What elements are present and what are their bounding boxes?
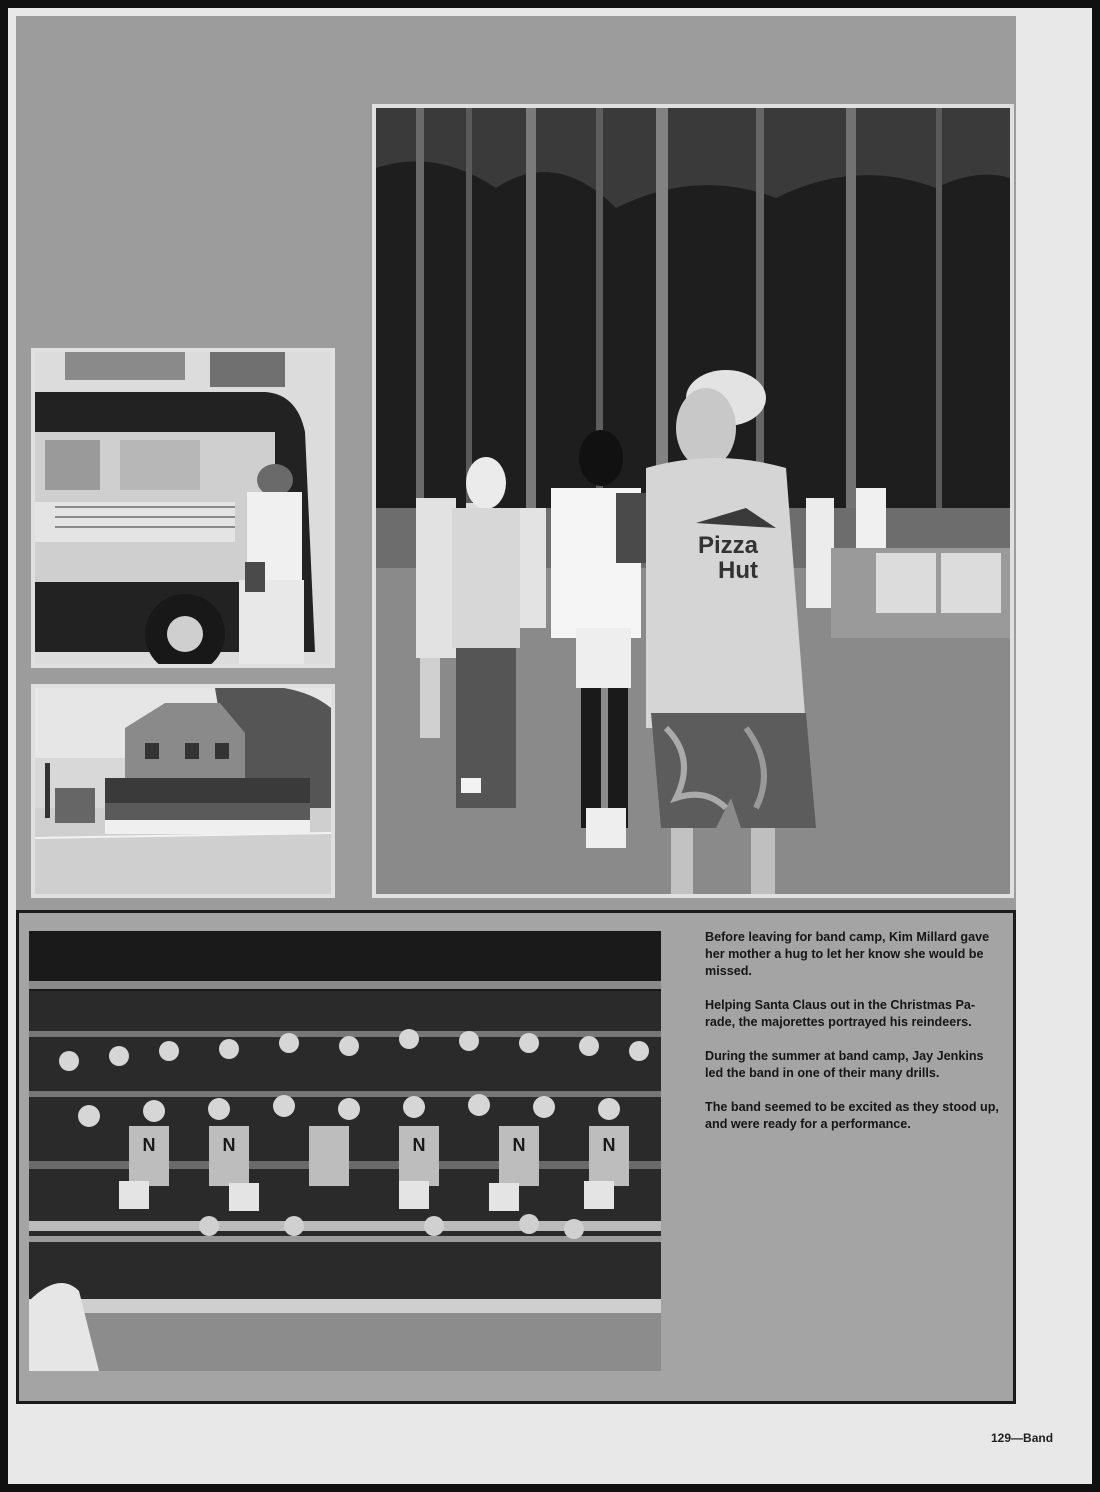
svg-text:N: N [222, 1135, 236, 1155]
svg-text:N: N [412, 1135, 426, 1155]
svg-text:N: N [142, 1135, 156, 1155]
photo-bus-hug [31, 348, 335, 668]
svg-text:Hut: Hut [718, 557, 758, 584]
caption-band: The band seemed to be excited as they stood up, and were ready for a performance. [705, 1100, 999, 1131]
photo-band-camp [372, 104, 1014, 898]
caption-camp: During the summer at band camp, Jay Jenkins led the band in one of their many drills. [705, 1049, 984, 1080]
page-folio: 129—Band [991, 1431, 1054, 1445]
photo-band-bleachers [29, 931, 661, 1371]
caption-block [705, 929, 1001, 1150]
caption-parade: Helping Santa Claus out in the Christmas Pa-rade, the majorettes portrayed his reindeers. [705, 998, 976, 1029]
photo-christmas-parade [31, 684, 335, 898]
bus-photo-art [35, 352, 331, 664]
camp-photo-art [376, 108, 1010, 894]
svg-text:N: N [512, 1135, 526, 1155]
parade-photo-art [35, 688, 331, 894]
caption-section [16, 910, 1016, 1404]
caption-bus: Before leaving for band camp, Kim Millard gave her mother a hug to let her know she would be missed. [705, 930, 990, 978]
svg-text:Pizza: Pizza [697, 532, 759, 559]
yearbook-page [8, 8, 1092, 1484]
svg-text:N: N [602, 1135, 616, 1155]
band-photo-art [29, 931, 661, 1371]
